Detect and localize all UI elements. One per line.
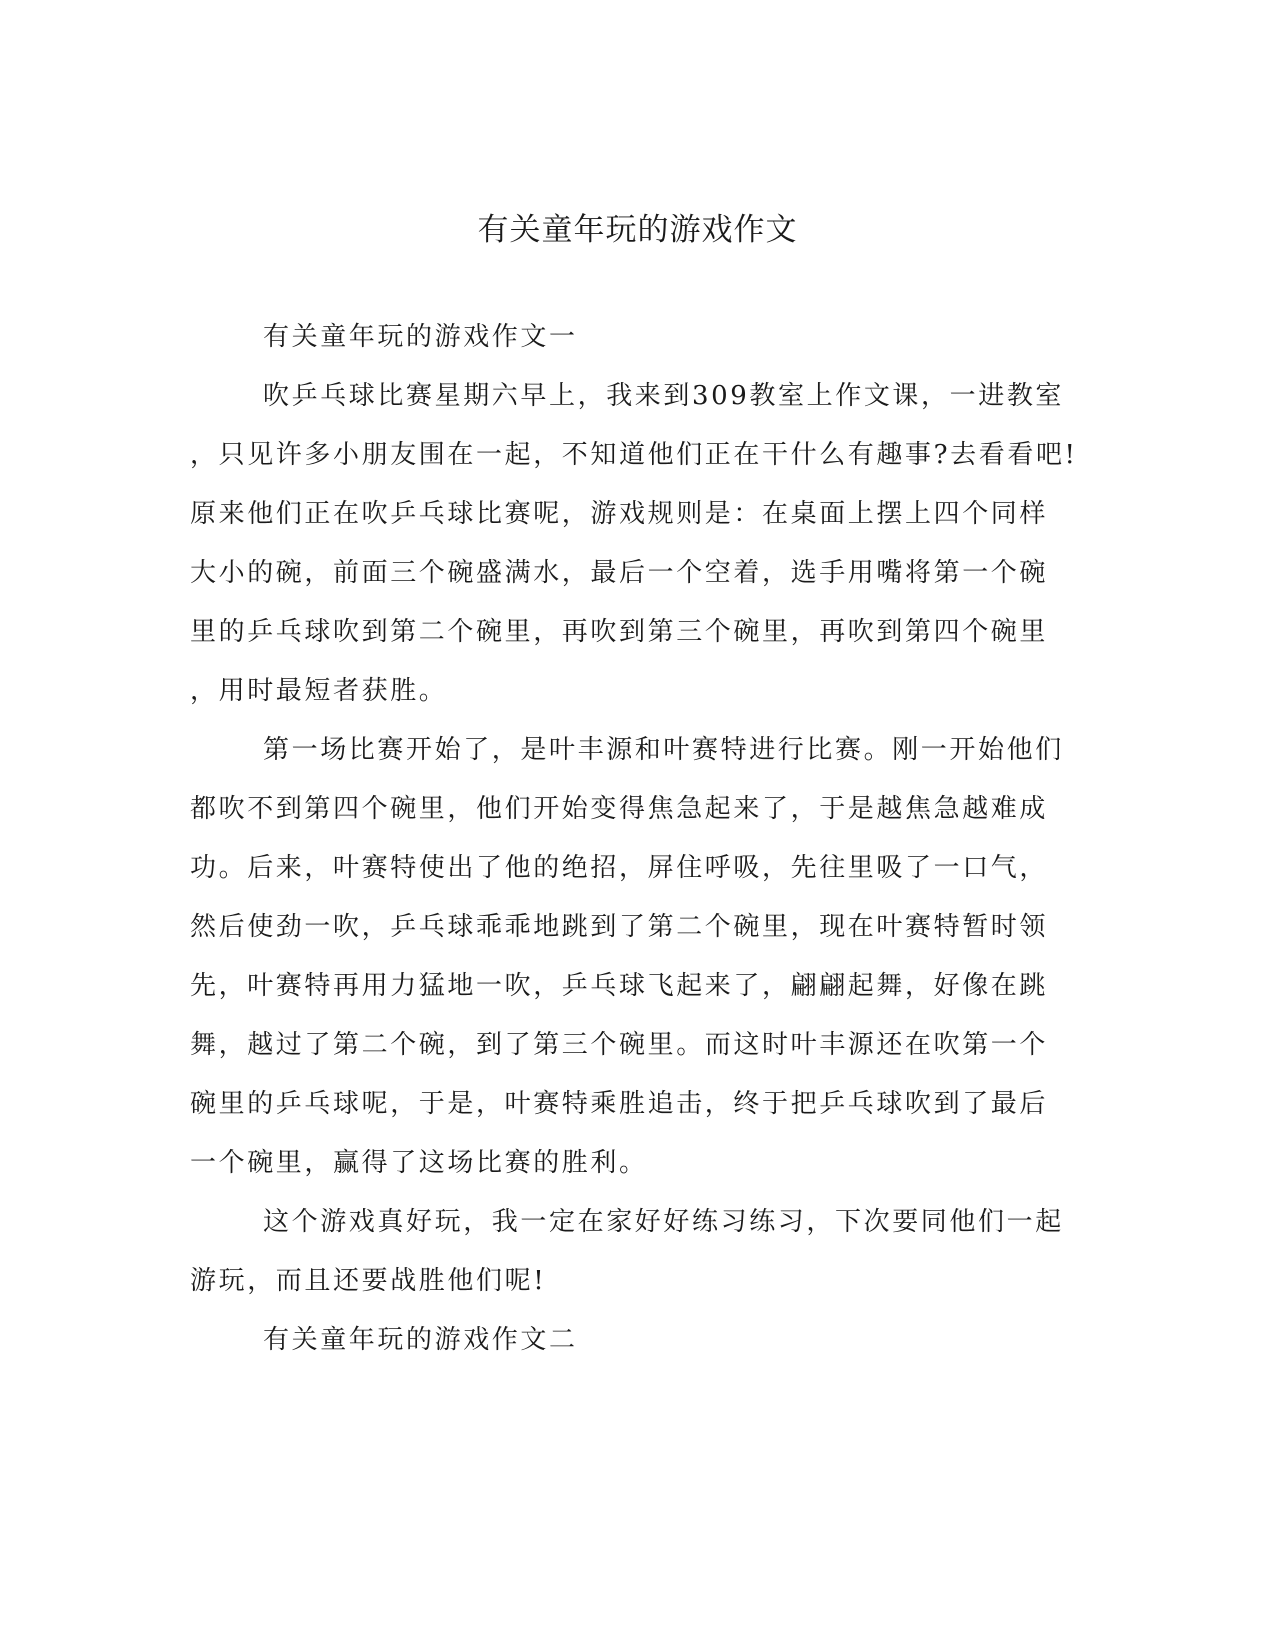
paragraph-line: ，只见许多小朋友围在一起，不知道他们正在干什么有趣事?去看看吧!	[190, 440, 1078, 470]
paragraph-line: 都吹不到第四个碗里，他们开始变得焦急起来了，于是越焦急越难成	[190, 794, 1049, 824]
paragraph-line: 先，叶赛特再用力猛地一吹，乒乓球飞起来了，翩翩起舞，好像在跳	[190, 971, 1049, 1001]
paragraph-line: 游玩，而且还要战胜他们呢!	[190, 1266, 547, 1296]
paragraph-line: 大小的碗，前面三个碗盛满水，最后一个空着，选手用嘴将第一个碗	[190, 558, 1049, 588]
paragraph-line: 原来他们正在吹乒乓球比赛呢，游戏规则是：在桌面上摆上四个同样	[190, 499, 1049, 529]
paragraph-line: ，用时最短者获胜。	[190, 676, 448, 706]
paragraph-line: 第一场比赛开始了，是叶丰源和叶赛特进行比赛。刚一开始他们	[263, 735, 1064, 765]
paragraph-line: 这个游戏真好玩，我一定在家好好练习练习，下次要同他们一起	[263, 1207, 1064, 1237]
paragraph-line: 里的乒乓球吹到第二个碗里，再吹到第三个碗里，再吹到第四个碗里	[190, 617, 1049, 647]
section-heading-1: 有关童年玩的游戏作文一	[263, 322, 578, 352]
paragraph-line: 功。后来，叶赛特使出了他的绝招，屏住呼吸，先往里吸了一口气，	[190, 853, 1049, 883]
section-heading-2: 有关童年玩的游戏作文二	[263, 1325, 578, 1355]
paragraph-line: 然后使劲一吹，乒乓球乖乖地跳到了第二个碗里，现在叶赛特暂时领	[190, 912, 1049, 942]
paragraph-line: 碗里的乒乓球呢，于是，叶赛特乘胜追击，终于把乒乓球吹到了最后	[190, 1089, 1049, 1119]
document-title: 有关童年玩的游戏作文	[477, 212, 798, 248]
paragraph-line: 一个碗里，赢得了这场比赛的胜利。	[190, 1148, 648, 1178]
paragraph-line: 吹乒乓球比赛星期六早上，我来到309教室上作文课，一进教室	[263, 381, 1065, 411]
paragraph-line: 舞，越过了第二个碗，到了第三个碗里。而这时叶丰源还在吹第一个	[190, 1030, 1049, 1060]
